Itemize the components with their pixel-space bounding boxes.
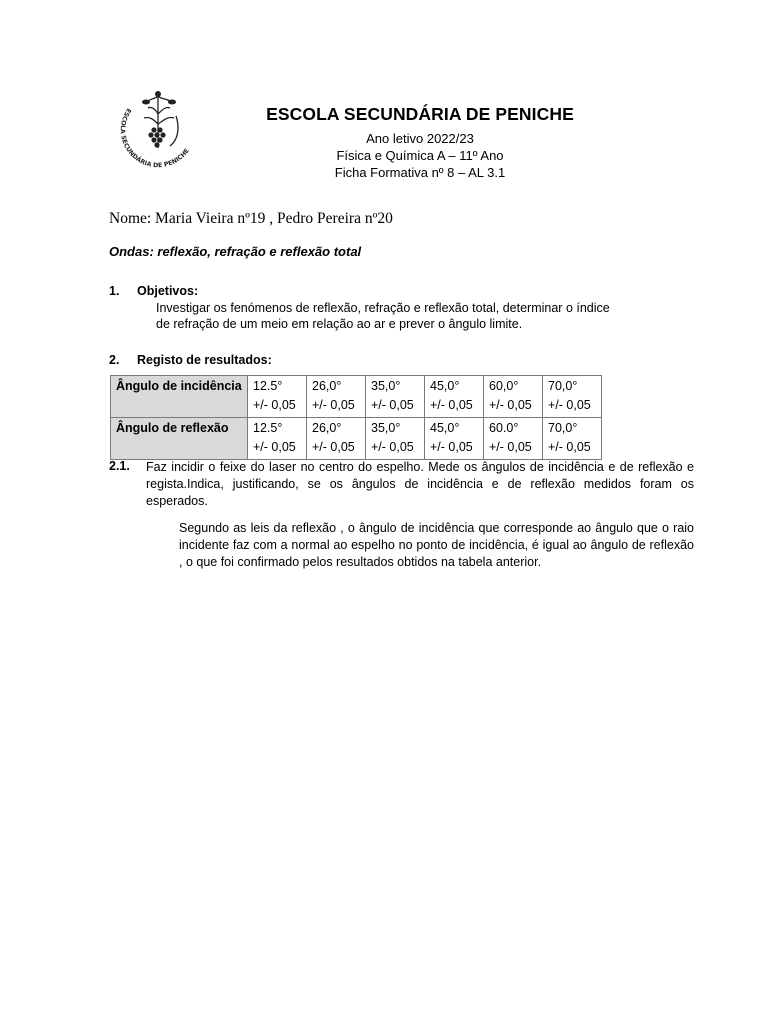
school-logo <box>118 88 198 170</box>
table-cell <box>248 376 307 418</box>
cell-value: 45,0° <box>430 421 460 435</box>
cell-value: 35,0° <box>371 421 401 435</box>
svg-text:ESCOLA SECUNDÁRIA DE PENICHE: ESCOLA SECUNDÁRIA DE PENICHE <box>118 106 191 170</box>
cell-uncertainty: +/- 0,05 <box>430 440 473 454</box>
worksheet-title: Ficha Formativa nº 8 – AL 3.1 <box>334 165 506 180</box>
cell-value: 26,0° <box>312 379 342 393</box>
cell-uncertainty: +/- 0,05 <box>489 440 532 454</box>
table-cell <box>307 418 366 460</box>
table-cell <box>425 376 484 418</box>
cell-uncertainty: +/- 0,05 <box>312 440 355 454</box>
table-cell <box>484 418 543 460</box>
table-cell <box>543 376 602 418</box>
answer-2-1-text: Segundo as leis da reflexão , o ângulo de incidência que corresponde ao ângulo que o raio incidente faz com a normal ao espelho no ponto de incidência, é igual ao ângulo de reflexão , o que foi confirmado pelos resultados obtidos na tabela anterior. <box>179 521 694 569</box>
table-cell <box>307 376 366 418</box>
table-cell <box>543 418 602 460</box>
question-2-1-text: Faz incidir o feixe do laser no centro do espelho. Mede os ângulos de incidência e de reflexão e regista.Indica, justificando, se os ângulos de incidência e de reflexão medidos foram os esperados. <box>146 460 694 508</box>
student-names: Nome: Maria Vieira nº19 , Pedro Pereira nº20 <box>109 210 393 227</box>
table-cell <box>425 418 484 460</box>
cell-value: 12.5° <box>253 421 283 435</box>
cell-uncertainty: +/- 0,05 <box>489 398 532 412</box>
document-header <box>240 104 600 181</box>
table-cell <box>484 376 543 418</box>
section-2-number: 2. <box>109 353 120 367</box>
table-cell <box>366 418 425 460</box>
cell-value: 35,0° <box>371 379 401 393</box>
cell-uncertainty: +/- 0,05 <box>548 398 591 412</box>
table-cell <box>248 418 307 460</box>
results-table <box>110 375 602 460</box>
section-2-heading <box>109 353 272 367</box>
objectives-text: Investigar os fenómenos de reflexão, refração e reflexão total, determinar o índice de refração de um meio em relação ao ar e prever o ângulo limite. <box>156 301 610 331</box>
cell-uncertainty: +/- 0,05 <box>371 440 414 454</box>
cell-value: 60.0° <box>489 421 519 435</box>
row-header-reflection: Ângulo de reflexão <box>111 418 248 460</box>
cell-value: 12.5° <box>253 379 283 393</box>
question-2-1-number: 2.1. <box>109 459 130 473</box>
table-cell <box>366 376 425 418</box>
cell-uncertainty: +/- 0,05 <box>312 398 355 412</box>
cell-uncertainty: +/- 0,05 <box>371 398 414 412</box>
cell-uncertainty: +/- 0,05 <box>253 440 296 454</box>
section-1-heading <box>109 284 198 298</box>
table-row-incidence <box>111 376 602 418</box>
cell-value: 70,0° <box>548 421 578 435</box>
row-header-incidence: Ângulo de incidência <box>111 376 248 418</box>
cell-value: 45,0° <box>430 379 460 393</box>
cell-uncertainty: +/- 0,05 <box>548 440 591 454</box>
table-row-reflection <box>111 418 602 460</box>
cell-value: 60,0° <box>489 379 519 393</box>
school-seal-icon <box>118 88 198 170</box>
cell-uncertainty: +/- 0,05 <box>430 398 473 412</box>
school-year: Ano letivo 2022/23 <box>366 131 474 146</box>
school-name: ESCOLA SECUNDÁRIA DE PENICHE <box>266 104 574 124</box>
cell-uncertainty: +/- 0,05 <box>253 398 296 412</box>
section-1-title: Objetivos: <box>137 284 199 298</box>
section-2-title: Registo de resultados: <box>137 353 272 367</box>
worksheet-subtitle: Ondas: reflexão, refração e reflexão total <box>109 244 362 259</box>
cell-value: 26,0° <box>312 421 342 435</box>
section-1-number: 1. <box>109 284 120 298</box>
cell-value: 70,0° <box>548 379 578 393</box>
course-name: Física e Química A – 11º Ano <box>336 148 504 163</box>
